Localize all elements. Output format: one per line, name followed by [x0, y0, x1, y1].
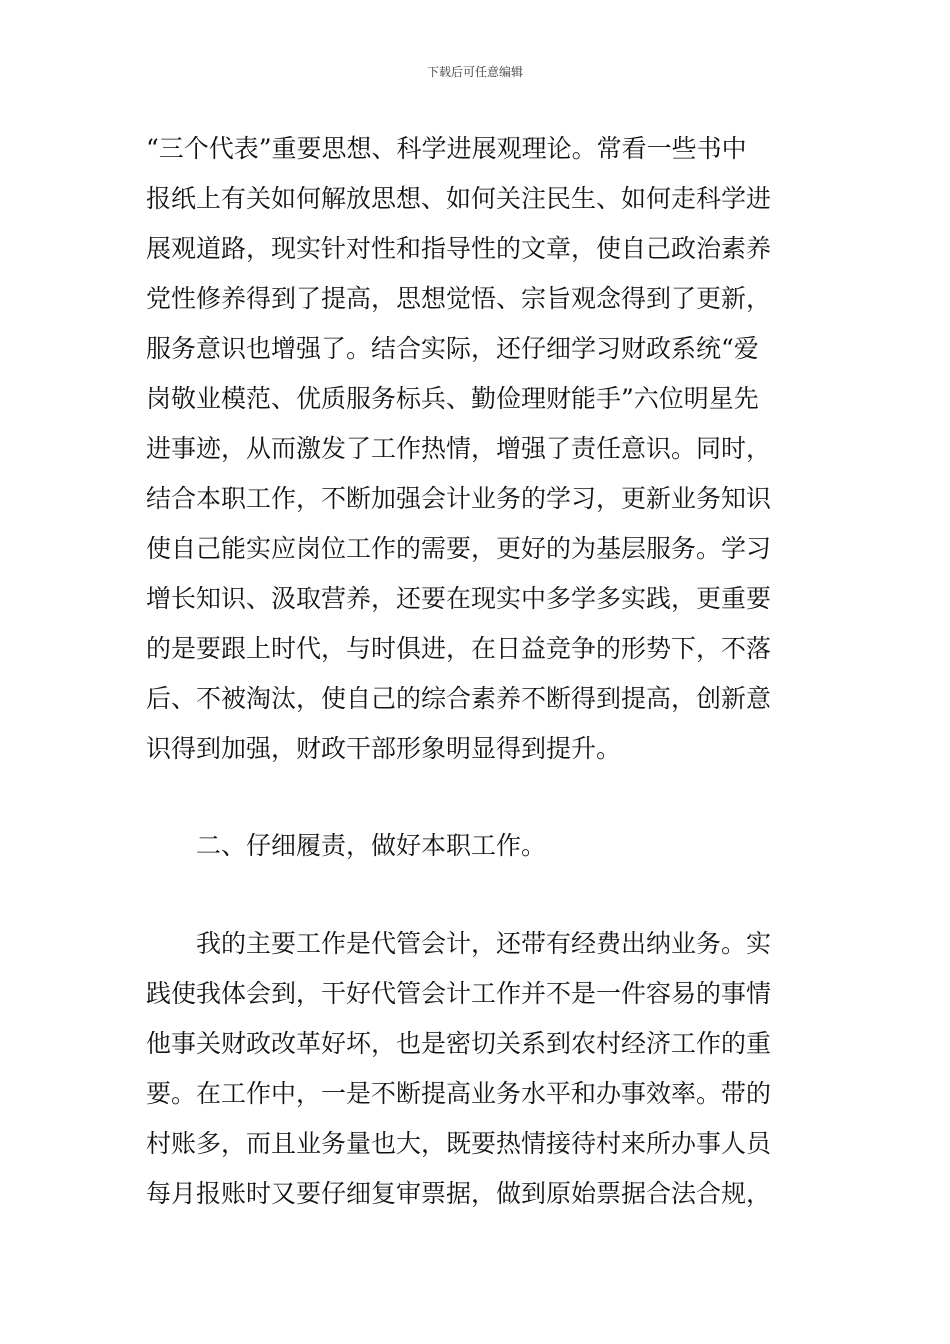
section-heading-text: 二、仔细履责，做好本职工作。 [196, 831, 547, 860]
paragraph-line: 我的主要工作是代管会计，还带有经费出纳业务。实 [196, 929, 772, 958]
paragraph-line: 践使我体会到，干好代管会计工作并不是一件容易的事情 [146, 979, 772, 1008]
paragraph-line: 服务意识也增强了。结合实际，还仔细学习财政系统“爱 [146, 334, 759, 363]
paragraph-line: 的是要跟上时代，与时俱进，在日益竞争的形势下，不落 [146, 634, 772, 663]
paragraph-line: 他事关财政改革好坏，也是密切关系到农村经济工作的重 [146, 1029, 772, 1058]
paragraph-line: 进事迹，从而激发了工作热情，增强了责任意识。同时， [146, 434, 772, 463]
paragraph-line: 使自己能实应岗位工作的需要，更好的为基层服务。学习 [146, 534, 772, 563]
paragraph-line: 每月报账时又要仔细复审票据，做到原始票据合法合规， [146, 1179, 772, 1208]
paragraph-line: 增长知识、汲取营养，还要在现实中多学多实践，更重要 [146, 584, 772, 613]
paragraph-line: 后、不被淘汰，使自己的综合素养不断得到提高，创新意 [146, 684, 772, 713]
paragraph-line: “三个代表”重要思想、科学进展观理论。常看一些书中 [146, 134, 747, 163]
paragraph-3 [146, 919, 808, 1219]
page-header-note: 下载后可任意编辑 [426, 65, 523, 79]
paragraph-line: 识得到加强，财政干部形象明显得到提升。 [146, 734, 622, 763]
paragraph-line: 报纸上有关如何解放思想、如何关注民生、如何走科学进 [146, 184, 772, 213]
paragraph-1 [146, 124, 808, 774]
section-heading-2 [146, 821, 808, 871]
paragraph-line: 党性修养得到了提高，思想觉悟、宗旨观念得到了更新， [146, 284, 772, 313]
paragraph-line: 结合本职工作，不断加强会计业务的学习，更新业务知识 [146, 484, 772, 513]
paragraph-line: 岗敬业模范、优质服务标兵、勤俭理财能手”六位明星先 [146, 384, 759, 413]
paragraph-line: 要。在工作中，一是不断提高业务水平和办事效率。带的 [146, 1079, 772, 1108]
paragraph-line: 村账多，而且业务量也大，既要热情接待村来所办事人员 [146, 1129, 772, 1158]
paragraph-line: 展观道路，现实针对性和指导性的文章，使自己政治素养 [146, 234, 772, 263]
